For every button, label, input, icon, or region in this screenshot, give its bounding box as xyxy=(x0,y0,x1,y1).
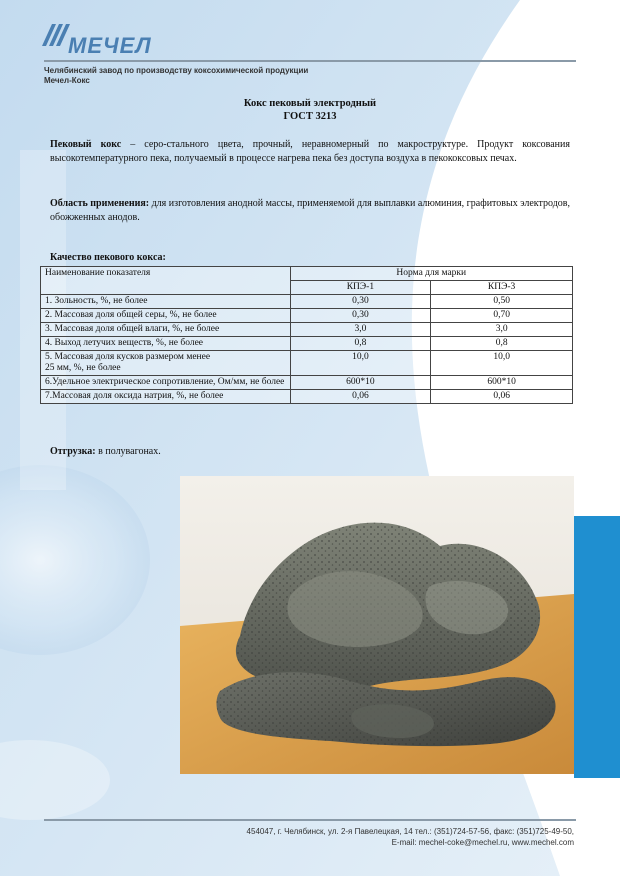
table-row xyxy=(41,309,573,323)
description-term: Пековый кокс xyxy=(50,139,122,150)
row-value-grade-2: 10,0 xyxy=(431,351,573,376)
description-text: – серо-стального цвета, прочный, неравномерный по макроструктуре. Продукт коксования высокотемпературного пека, получаемый в процессе нагрева пека без доступа воздуха в пекококсовых печах. xyxy=(50,139,570,164)
row-value-grade-2: 3,0 xyxy=(431,323,573,337)
product-photo xyxy=(180,476,574,774)
company-info xyxy=(44,66,308,86)
application-term: Область применения: xyxy=(50,198,150,209)
footer-divider xyxy=(44,819,576,821)
shipping-term: Отгрузка: xyxy=(50,446,96,457)
row-value-grade-1: 0,30 xyxy=(290,309,431,323)
title-line-1: Кокс пековый электродный xyxy=(243,98,377,109)
row-value-grade-1: 600*10 xyxy=(290,376,431,390)
row-name: 3. Массовая доля общей влаги, %, не более xyxy=(41,323,291,337)
header-indicator-name: Наименование показателя xyxy=(41,267,291,295)
quality-section-title: Качество пекового кокса: xyxy=(50,252,166,263)
application-paragraph xyxy=(50,197,570,225)
row-value-grade-2: 0,8 xyxy=(431,337,573,351)
company-name: Челябинский завод по производству коксохимической продукции xyxy=(44,66,309,75)
row-value-grade-1: 0,8 xyxy=(290,337,431,351)
footer-address: 454047, г. Челябинск, ул. 2-я Павелецкая, 14 тел.: (351)724-57-56, факс: (351)725-49-50, xyxy=(246,827,574,836)
row-value-grade-2: 600*10 xyxy=(431,376,573,390)
shipping-text: в полувагонах. xyxy=(95,446,161,457)
header-divider xyxy=(44,60,576,62)
table-row xyxy=(41,351,573,376)
quality-table xyxy=(40,266,573,404)
header-grade-1: КПЭ-1 xyxy=(290,281,431,295)
footer-email: E-mail: mechel-coke@mechel.ru, www.mechel.com xyxy=(391,838,574,847)
mechel-logo-icon xyxy=(40,22,70,48)
title-line-2: ГОСТ 3213 xyxy=(283,111,337,122)
row-value-grade-1: 0,30 xyxy=(290,295,431,309)
table-row xyxy=(41,390,573,404)
header-grade-2: КПЭ-3 xyxy=(431,281,573,295)
header-norm: Норма для марки xyxy=(290,267,572,281)
table-row xyxy=(41,323,573,337)
row-value-grade-2: 0,70 xyxy=(431,309,573,323)
row-name: 1. Зольность, %, не более xyxy=(41,295,291,309)
row-name: 6.Удельное электрическое сопротивление, Ом/мм, не более xyxy=(41,376,291,390)
table-row xyxy=(41,376,573,390)
description-paragraph xyxy=(50,138,570,166)
company-subsidiary: Мечел-Кокс xyxy=(44,76,90,85)
coke-lumps-image xyxy=(180,476,574,774)
shipping-info xyxy=(50,446,161,457)
row-value-grade-1: 10,0 xyxy=(290,351,431,376)
row-value-grade-1: 0,06 xyxy=(290,390,431,404)
footer-contacts xyxy=(247,826,574,848)
row-name: 4. Выход летучих веществ, %, не более xyxy=(41,337,291,351)
row-name: 7.Массовая доля оксида натрия, %, не более xyxy=(41,390,291,404)
row-value-grade-2: 0,06 xyxy=(431,390,573,404)
table-header-row xyxy=(41,267,573,281)
row-name: 2. Массовая доля общей серы, %, не более xyxy=(41,309,291,323)
application-text: для изготовления анодной массы, применяемой для выплавки алюминия, графитовых электродов, обожженных анодов. xyxy=(50,198,571,223)
table-row xyxy=(41,295,573,309)
row-value-grade-2: 0,50 xyxy=(431,295,573,309)
brand-name: МЕЧЕЛ xyxy=(68,33,152,58)
document-title xyxy=(0,97,620,123)
row-value-grade-1: 3,0 xyxy=(290,323,431,337)
row-name: 5. Массовая доля кусков размером менее 25 мм, %, не более xyxy=(41,351,291,376)
table-row xyxy=(41,337,573,351)
